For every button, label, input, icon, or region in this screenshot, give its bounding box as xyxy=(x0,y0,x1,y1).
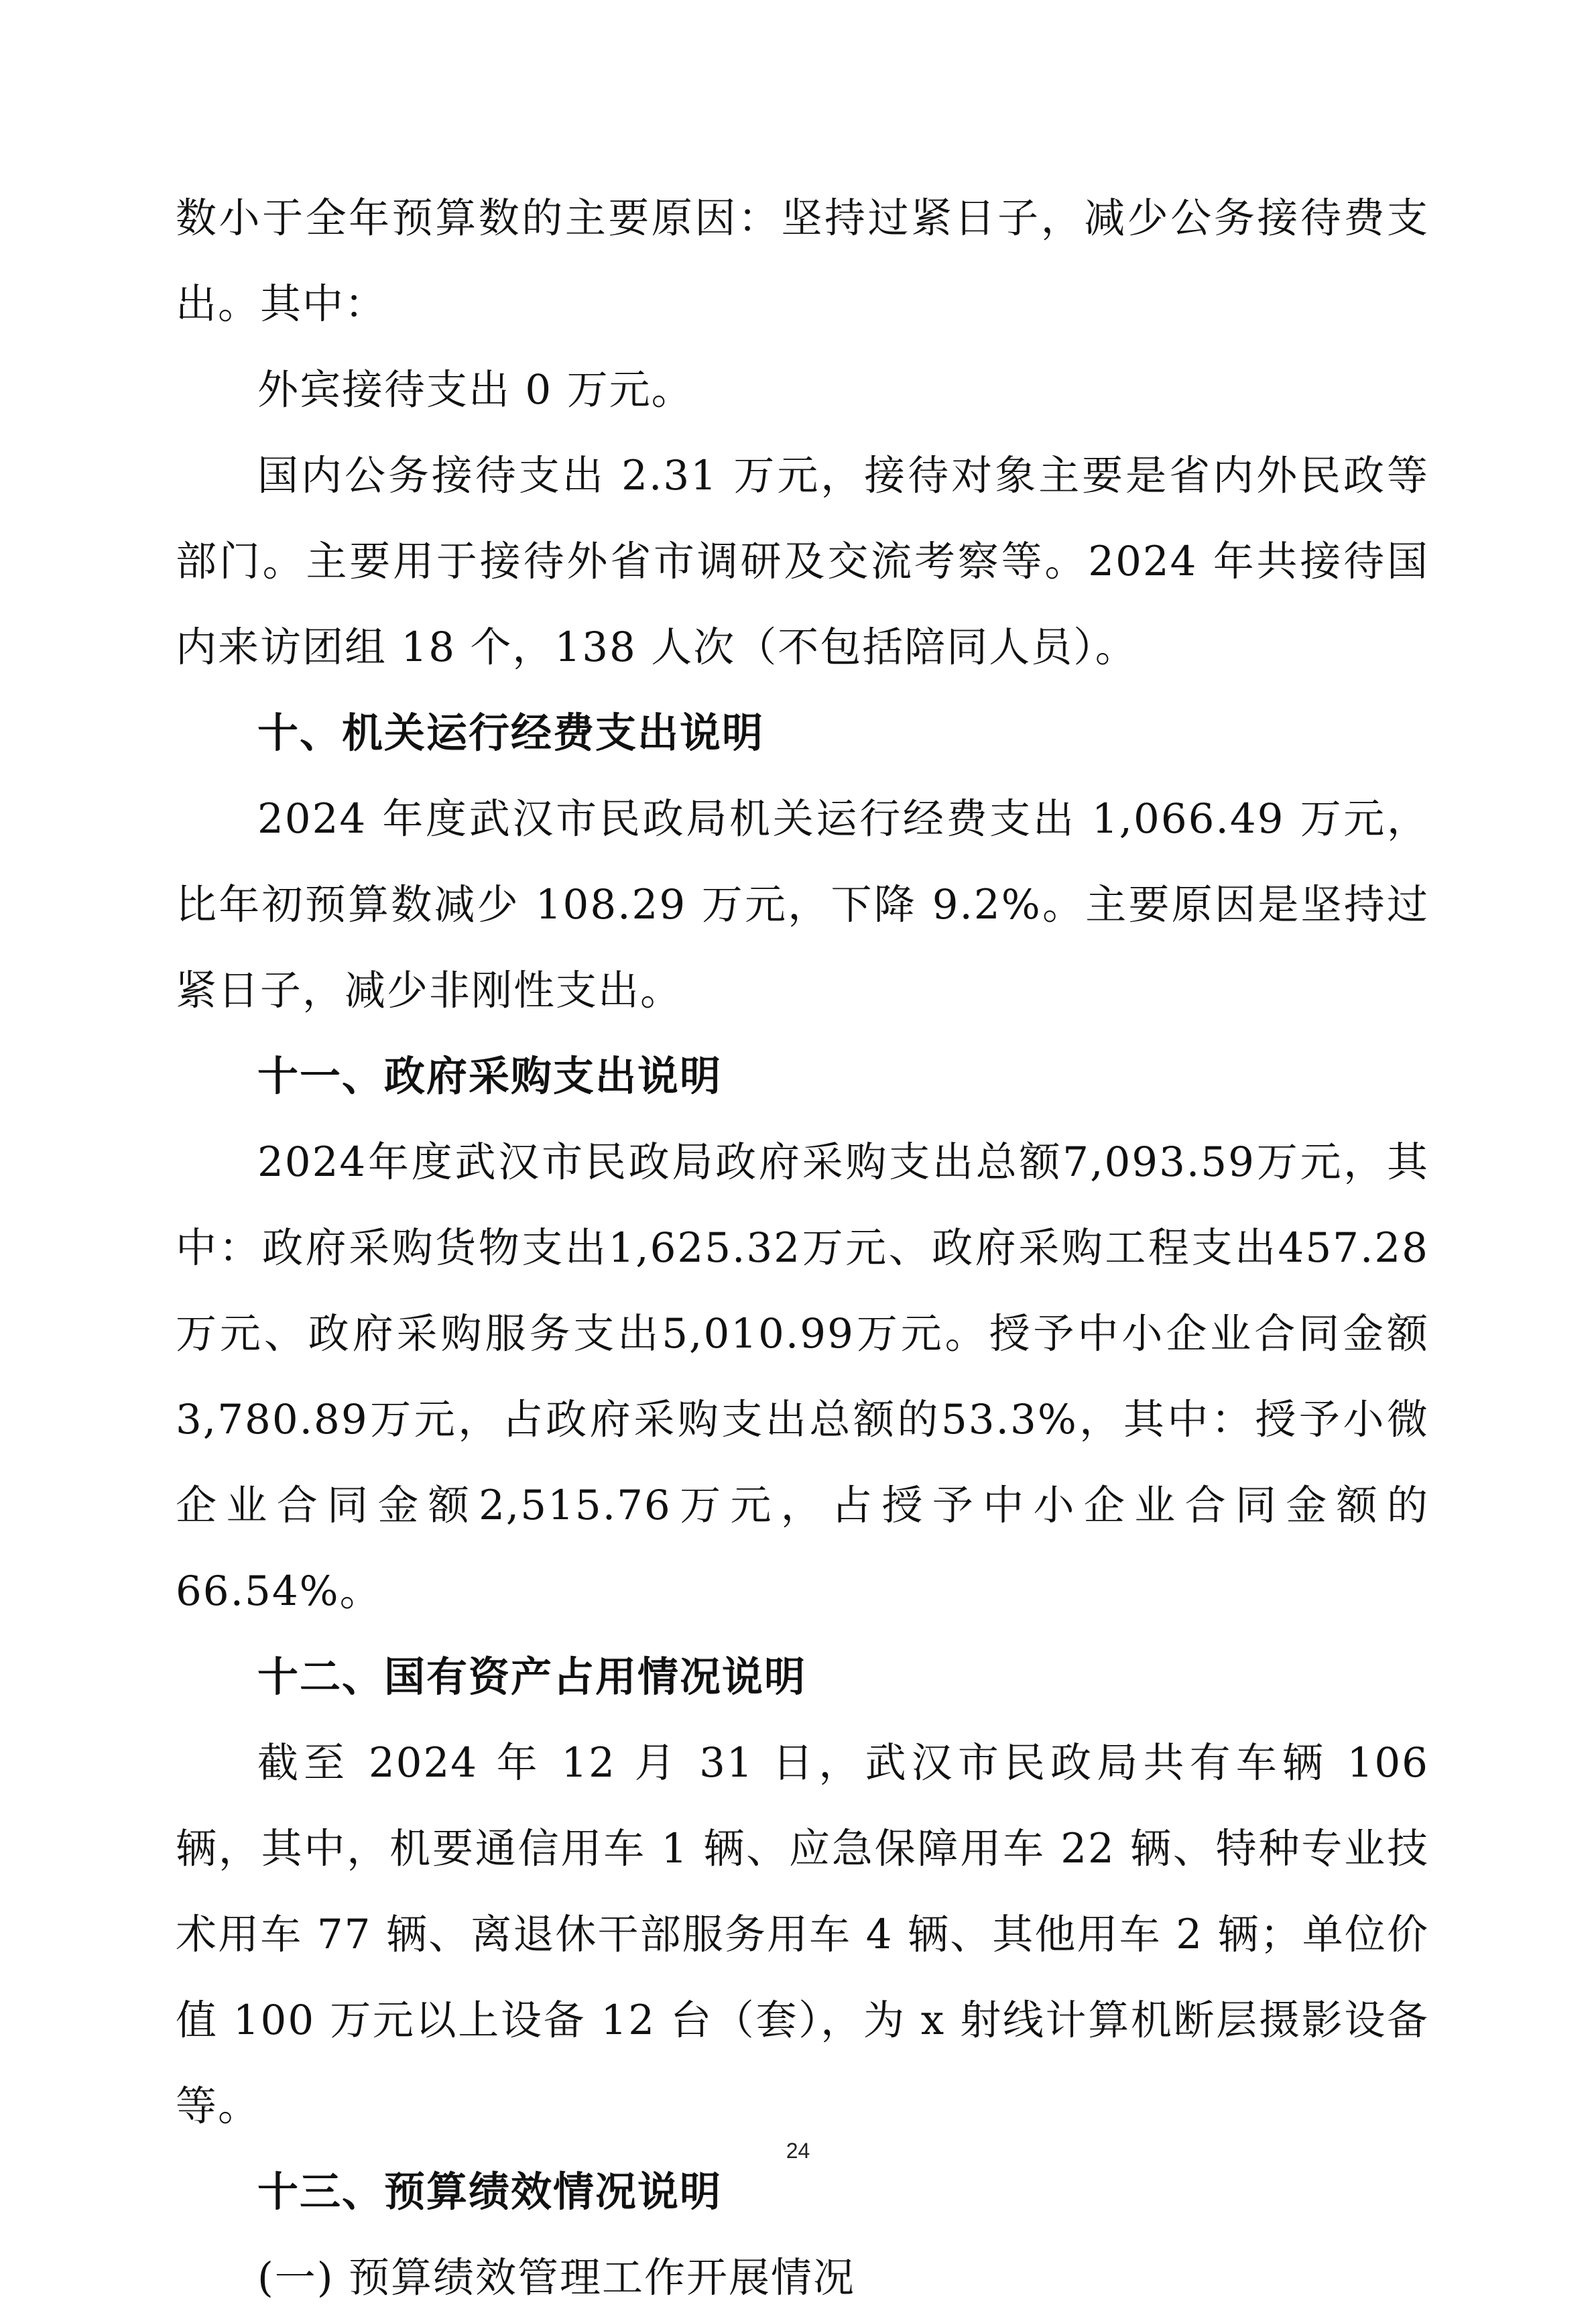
page-number: 24 xyxy=(786,2139,810,2163)
paragraph-procurement: 2024年度武汉市民政局政府采购支出总额7,093.59万元，其中：政府采购货物支出1,625.32万元、政府采购工程支出457.28万元、政府采购服务支出5,010.99万元。授予中小企业合同金额3,780.89万元，占政府采购支出总额的53.3%，其中：授予小微企业合同金额2,515.76万元，占授予中小企业合同金额的66.54%。 xyxy=(176,1138,1429,1615)
paragraph-domestic-reception: 国内公务接待支出 2.31 万元，接待对象主要是省内外民政等部门。主要用于接待外省市调研及交流考察等。2024 年共接待国内来访团组 18 个，138 人次（不包括陪同人员）。 xyxy=(176,452,1429,671)
paragraph-reception-summary: 数小于全年预算数的主要原因：坚持过紧日子，减少公务接待费支出。其中： xyxy=(176,194,1429,328)
paragraph-foreign-reception: 外宾接待支出 0 万元。 xyxy=(257,366,694,414)
section-heading-operating-expenses: 十、机关运行经费支出说明 xyxy=(257,709,765,757)
paragraph-state-assets: 截至 2024 年 12 月 31 日，武汉市民政局共有车辆 106 辆，其中，机要通信用车 1 辆、应急保障用车 22 辆、特种专业技术用车 77 辆、离退休干部服务用车 4 辆、其他用车 2 辆；单位价值 100 万元以上设备 12 台（套），为 x 射线计算机断层摄影设备等。 xyxy=(176,1739,1429,2130)
page-body xyxy=(176,176,1429,2321)
section-heading-state-assets: 十二、国有资产占用情况说明 xyxy=(257,1653,807,1701)
section-heading-procurement: 十一、政府采购支出说明 xyxy=(257,1053,723,1100)
paragraph-operating-expenses: 2024 年度武汉市民政局机关运行经费支出 1,066.49 万元，比年初预算数减少 108.29 万元，下降 9.2%。主要原因是坚持过紧日子，减少非刚性支出。 xyxy=(176,795,1429,1014)
subsection-heading-performance-management: (一) 预算绩效管理工作开展情况 xyxy=(257,2254,855,2302)
section-heading-budget-performance: 十三、预算绩效情况说明 xyxy=(257,2168,723,2216)
